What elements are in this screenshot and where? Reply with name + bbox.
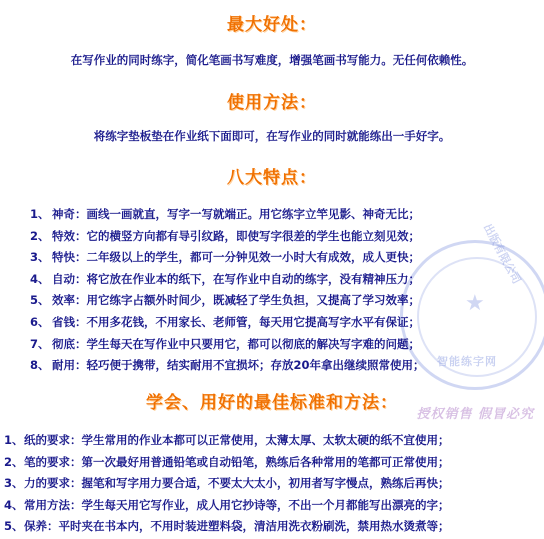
item-number: 8、	[30, 358, 50, 373]
item-text: 纸的要求：学生常用的作业本都可以正常使用，太薄太厚、太软太硬的纸不宜使用；	[24, 433, 450, 447]
seal-bottom-text: 智能练字网	[437, 355, 497, 368]
features-list	[30, 204, 540, 377]
item-text: 笔的要求：第一次最好用普通铅笔或自动铅笔，熟练后各种常用的笔都可正常使用；	[24, 454, 450, 469]
usage-text: 将练字垫板垫在作业纸下面即可，在写作业的同时就能练出一手好字。	[93, 129, 451, 143]
item-number: 2、	[30, 228, 50, 243]
methods-list	[4, 430, 544, 538]
item-number: 2、	[4, 454, 24, 469]
list-item	[30, 226, 540, 248]
list-item	[30, 269, 540, 291]
list-item	[4, 495, 544, 517]
features-heading: 八大特点：	[227, 168, 317, 188]
item-number: 5、	[30, 293, 50, 308]
item-text: 特效：它的横竖方向都有导引纹路，即使写字很差的学生也能立刻见效；	[52, 228, 420, 243]
item-text: 彻底：学生每天在写作业中只要用它，都可以彻底的解决写字难的问题；	[52, 336, 420, 351]
item-number: 1、	[30, 207, 50, 221]
authorized-watermark: 授权销售 假冒必究	[416, 407, 534, 422]
item-number: 4、	[4, 497, 24, 512]
seal-star-icon: ★	[465, 291, 485, 316]
list-item	[30, 247, 540, 269]
item-number: 1、	[4, 433, 24, 447]
list-item	[4, 473, 544, 495]
item-text: 力的要求：握笔和写字用力要合适，不要太大太小，初用者写字慢点，熟练后再快；	[24, 476, 450, 490]
benefit-heading: 最大好处：	[227, 15, 317, 35]
item-text: 神奇：画线一画就直，写字一写就端正。用它练字立竿见影、神奇无比；	[52, 207, 420, 221]
benefit-text: 在写作业的同时练字，简化笔画书写难度，增强笔画书写能力。无任何依赖性。	[70, 53, 474, 67]
item-text: 保养：平时夹在书本内，不用时装进塑料袋，清洁用洗衣粉刷洗，禁用热水烫煮等；	[24, 519, 450, 533]
list-item	[30, 290, 540, 312]
item-number: 7、	[30, 336, 50, 351]
list-item	[4, 452, 544, 474]
list-item	[30, 312, 540, 334]
list-item	[30, 355, 540, 377]
list-item	[4, 430, 544, 452]
list-item	[4, 516, 544, 538]
standards-heading: 学会、用好的最佳标准和方法：	[146, 393, 398, 413]
list-item	[30, 204, 540, 226]
item-number: 3、	[30, 250, 50, 265]
item-number: 3、	[4, 476, 24, 490]
item-text: 特快：二年级以上的学生，都可一分钟见效一小时大有成效，成人更快；	[52, 250, 420, 265]
item-text: 效率：用它练字占额外时间少，既减轻了学生负担，又提高了学习效率；	[52, 293, 420, 308]
item-text: 耐用：轻巧便于携带，结实耐用不宜损坏；存放20年拿出继续照常使用；	[52, 358, 425, 373]
item-number: 5、	[4, 519, 24, 533]
item-text: 省钱：不用多花钱，不用家长、老师管，每天用它提高写字水平有保证；	[52, 314, 420, 329]
seal-text: 出版有限公司	[480, 221, 524, 287]
item-text: 常用方法：学生每天用它写作业，成人用它抄诗等，不出一个月都能写出漂亮的字；	[24, 497, 450, 512]
item-text: 自动：将它放在作业本的纸下，在写作业中自动的练字，没有精神压力；	[52, 271, 420, 286]
usage-heading: 使用方法：	[227, 93, 317, 113]
item-number: 4、	[30, 271, 50, 286]
list-item	[30, 334, 540, 356]
item-number: 6、	[30, 314, 50, 329]
